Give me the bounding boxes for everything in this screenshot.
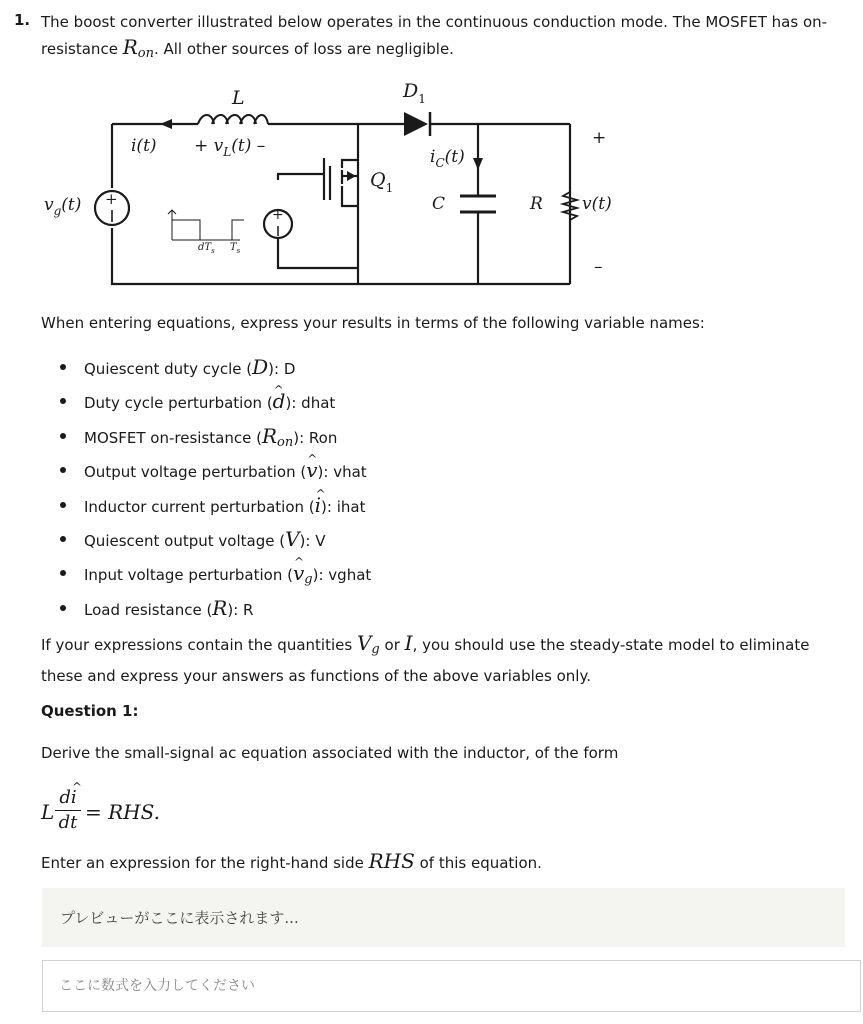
inductor-symbol	[198, 115, 268, 124]
inductor-label: L	[232, 87, 245, 109]
equation-rhs: = RHS.	[85, 800, 160, 824]
capacitor-current-label: $i_C(t)$	[430, 147, 465, 170]
output-plus: +	[592, 128, 607, 148]
variable-symbol: v $\^{}_g$	[293, 561, 313, 585]
question-title: Question 1:	[41, 702, 139, 720]
waveform-ts-label: $T_s$	[230, 242, 241, 255]
svg-text:+: +	[105, 190, 118, 208]
variable-symbol: v ^	[306, 458, 317, 482]
inductor-current-label: i(t)	[131, 136, 157, 156]
capacitor-symbol	[460, 196, 496, 212]
equation-lhs: L	[41, 800, 55, 824]
i-symbol: I	[404, 631, 413, 655]
fraction-denominator: dt	[58, 812, 78, 833]
variable-item-ihat: Inductor current perturbation (i ^): ihat	[41, 488, 741, 522]
boost-converter-diagram	[40, 80, 630, 295]
svg-text:+: +	[272, 207, 284, 223]
variable-name: dhat	[301, 394, 336, 413]
variable-name: D	[283, 360, 296, 378]
current-arrow	[160, 119, 172, 129]
variable-symbol: $R_{on}$	[261, 423, 294, 450]
instructions-text: When entering equations, express your results in terms of the following variable names:	[41, 314, 705, 332]
variable-item-vghat: Input voltage perturbation (v $\^{}_g$): vghat	[41, 556, 741, 590]
steady-state-note: If your expressions contain the quantities $V_g$ or I, you should use the steady-state model to eliminate these and express your answers as functions of the above variables only.	[41, 631, 810, 685]
variable-name: ihat	[336, 497, 366, 516]
variable-name: R	[243, 600, 254, 619]
variable-list	[41, 350, 741, 625]
fraction-numerator: di ^	[55, 786, 81, 810]
variable-item-dhat: Duty cycle perturbation (d ^): dhat	[41, 384, 741, 418]
vg-symbol: $V_g$	[356, 631, 380, 657]
answer-preview	[42, 888, 845, 947]
variable-item-r: Load resistance (R): R	[41, 591, 741, 625]
variable-item-ron: MOSFET on-resistance $(R_{on})$: Ron	[41, 419, 741, 453]
variable-name: vhat	[333, 463, 367, 482]
rhs-symbol: RHS	[368, 849, 415, 873]
inductor-voltage-label: + $v_L(t)$ –	[194, 136, 266, 159]
output-voltage-label: v(t)	[582, 194, 612, 214]
input-source	[95, 190, 129, 225]
variable-item-vhat: Output voltage perturbation (v ^): vhat	[41, 453, 741, 487]
transistor-label: $Q_1$	[370, 169, 394, 195]
gate-source	[264, 207, 292, 238]
intro-text: The boost converter illustrated below operates in the continuous conduction mode. The MOSFET has on-resistance	[41, 13, 828, 58]
waveform-dts-label: $dT_s$	[198, 242, 215, 255]
diode-symbol	[404, 112, 430, 136]
variable-item-d: Quiescent duty cycle (D): D	[41, 350, 741, 384]
variable-name: vghat	[328, 566, 372, 585]
output-minus: –	[594, 257, 603, 277]
preview-text: プレビューがここに表示されます...	[60, 909, 299, 927]
intro-tail: . All other sources of loss are negligible.	[153, 40, 454, 58]
question-prompt: Derive the small-signal ac equation associated with the inductor, of the form	[41, 744, 619, 762]
mosfet-symbol	[278, 158, 358, 268]
variable-symbol: d ^	[273, 389, 286, 413]
diode-label: $D_1$	[403, 80, 426, 106]
answer-input[interactable]	[42, 960, 861, 1012]
variable-name: V	[315, 531, 326, 550]
resistor-label: R	[530, 194, 543, 214]
variable-name: Ron	[308, 428, 338, 447]
input-voltage-label: $v_g(t)$	[44, 195, 82, 218]
problem-intro	[41, 10, 831, 66]
answer-instruction: Enter an expression for the right-hand side RHS of this equation.	[41, 849, 542, 873]
ron-symbol: $R_{on}$	[122, 35, 154, 61]
variable-item-v: Quiescent output voltage (V): V	[41, 522, 741, 556]
variable-symbol: R	[212, 595, 228, 620]
problem-number: 1.	[14, 11, 31, 29]
capacitor-label: C	[432, 194, 446, 214]
variable-symbol: D	[252, 355, 269, 379]
pwm-waveform	[168, 210, 244, 240]
equation-fraction	[55, 786, 81, 835]
variable-symbol: i ^	[315, 493, 321, 517]
variable-symbol: V	[285, 526, 300, 551]
